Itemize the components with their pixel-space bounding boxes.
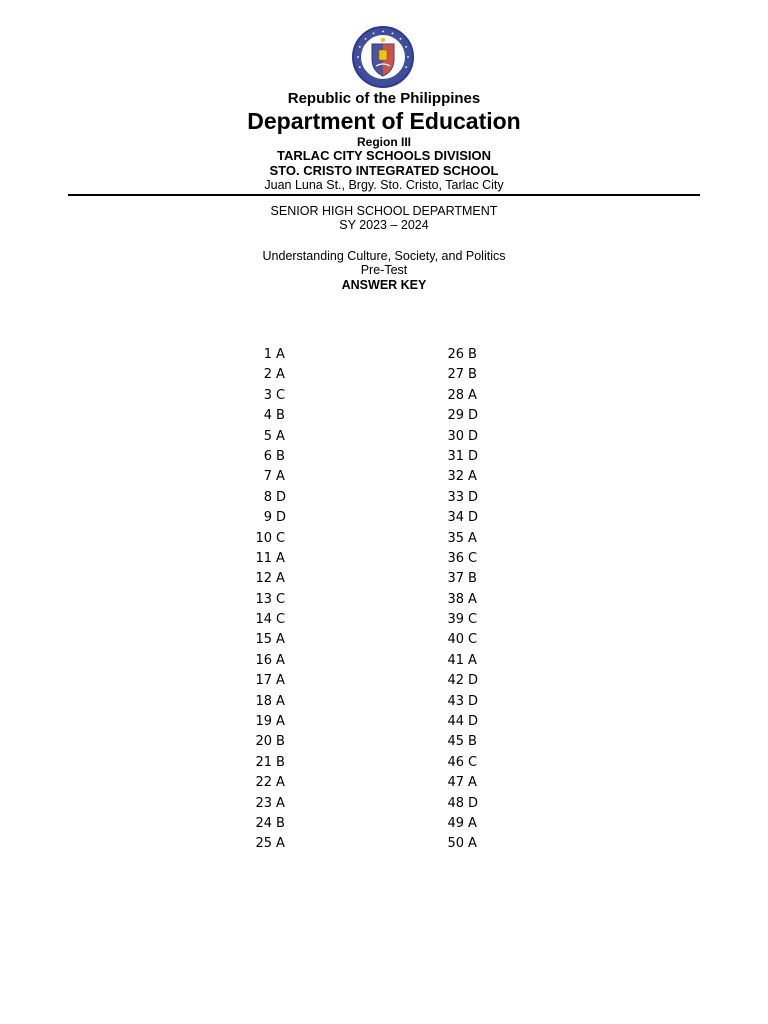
answer-row (240, 467, 286, 487)
answer-row (432, 834, 478, 854)
answer-column-right (432, 345, 478, 855)
question-number: 38 (447, 591, 464, 607)
answer-letter: A (468, 652, 477, 668)
answer-column-left (240, 345, 286, 855)
answer-row (240, 386, 286, 406)
question-number: 29 (447, 408, 464, 424)
answer-letter: A (276, 367, 285, 383)
question-number: 30 (447, 428, 464, 444)
answer-row (240, 345, 286, 365)
answer-letter: D (468, 448, 479, 464)
school-name: STO. CRISTO INTEGRATED SCHOOL (269, 163, 499, 178)
shs-department-label: SENIOR HIGH SCHOOL DEPARTMENT (270, 204, 498, 218)
question-number: 21 (255, 754, 272, 770)
question-number: 22 (255, 775, 272, 791)
question-number: 37 (447, 571, 464, 587)
question-number: 40 (447, 632, 464, 648)
answer-letter: B (468, 347, 477, 362)
question-number: 48 (447, 795, 464, 811)
answer-row (240, 814, 286, 834)
answer-row (240, 610, 286, 630)
answer-letter: C (468, 550, 478, 566)
answer-letter: D (468, 714, 479, 730)
division-label: TARLAC CITY SCHOOLS DIVISION (276, 148, 492, 163)
answer-letter: A (468, 469, 477, 485)
question-number: 18 (255, 693, 272, 709)
question-number: 36 (447, 550, 464, 566)
question-number: 4 (263, 408, 272, 424)
answer-row (432, 773, 478, 793)
question-number: 47 (447, 775, 464, 791)
answer-letter: A (468, 815, 477, 831)
answer-letter: A (468, 591, 477, 607)
question-number: 19 (255, 714, 272, 730)
test-type: Pre-Test (360, 263, 408, 277)
question-number: 11 (255, 550, 272, 566)
question-number: 16 (255, 652, 272, 668)
answer-letter: C (468, 612, 478, 628)
answer-row (240, 427, 286, 447)
answer-letter: C (276, 530, 286, 546)
question-number: 35 (447, 530, 464, 546)
answer-letter: B (276, 734, 285, 750)
answer-row (432, 651, 478, 671)
answer-row (240, 794, 286, 814)
school-address: Juan Luna St., Brgy. Sto. Cristo, Tarlac City (264, 178, 504, 192)
answer-letter: D (468, 428, 479, 444)
question-number: 25 (255, 836, 272, 852)
answer-row (432, 753, 478, 773)
question-number: 50 (447, 836, 464, 852)
answer-row (432, 671, 478, 691)
region-label: Region III (357, 135, 411, 149)
answer-letter: A (276, 673, 285, 689)
question-number: 49 (447, 815, 464, 831)
question-number: 46 (447, 754, 464, 770)
answer-row (432, 590, 478, 610)
answer-row (432, 610, 478, 630)
answer-letter: D (468, 408, 479, 424)
answer-row (432, 529, 478, 549)
answer-row (432, 386, 478, 406)
answer-row (432, 406, 478, 426)
answer-row (240, 732, 286, 752)
question-number: 7 (263, 469, 272, 485)
answer-key-title: ANSWER KEY (341, 278, 427, 292)
question-number: 1 (263, 347, 272, 362)
answer-row (432, 447, 478, 467)
answer-row (240, 692, 286, 712)
answer-letter: A (276, 836, 285, 852)
answer-letter: A (276, 714, 285, 730)
answer-letter: D (468, 693, 479, 709)
question-number: 32 (447, 469, 464, 485)
answer-letter: C (276, 387, 286, 403)
answer-row (240, 365, 286, 385)
question-number: 17 (255, 673, 272, 689)
republic-heading: Republic of the Philippines (287, 90, 481, 107)
answer-row (240, 549, 286, 569)
question-number: 12 (255, 571, 272, 587)
question-number: 24 (255, 815, 272, 831)
answer-row (240, 529, 286, 549)
question-number: 44 (447, 714, 464, 730)
answer-row (240, 671, 286, 691)
header-divider (68, 194, 700, 196)
answer-row (240, 508, 286, 528)
question-number: 26 (447, 347, 464, 362)
question-number: 31 (447, 448, 464, 464)
answer-row (432, 630, 478, 650)
answer-letter: A (276, 550, 285, 566)
answer-row (432, 794, 478, 814)
answer-letter: C (276, 612, 286, 628)
question-number: 41 (447, 652, 464, 668)
question-number: 9 (263, 510, 272, 526)
answer-letter: D (276, 510, 287, 526)
answer-row (240, 488, 286, 508)
answer-row (240, 834, 286, 854)
answer-row (240, 590, 286, 610)
answer-letter: A (276, 571, 285, 587)
answer-row (240, 773, 286, 793)
answer-letter: C (276, 591, 286, 607)
answer-row (432, 365, 478, 385)
answer-letter: D (276, 489, 287, 505)
answer-letter: D (468, 489, 479, 505)
answer-letter: C (468, 754, 478, 770)
answer-letter: A (468, 387, 477, 403)
department-title: Department of Education (247, 108, 521, 134)
answer-letter: A (276, 428, 285, 444)
question-number: 28 (447, 387, 464, 403)
school-year: SY 2023 – 2024 (339, 218, 429, 232)
answer-letter: A (276, 347, 285, 362)
answer-row (432, 692, 478, 712)
question-number: 45 (447, 734, 464, 750)
question-number: 39 (447, 612, 464, 628)
answer-row (240, 753, 286, 773)
answer-row (432, 427, 478, 447)
question-number: 13 (255, 591, 272, 607)
answer-letter: D (468, 510, 479, 526)
question-number: 3 (263, 387, 272, 403)
answer-letter: B (468, 571, 477, 587)
question-number: 2 (263, 367, 272, 383)
question-number: 42 (447, 673, 464, 689)
answer-row (432, 345, 478, 365)
answer-row (432, 467, 478, 487)
answer-letter: A (276, 693, 285, 709)
answer-letter: A (276, 632, 285, 648)
answer-letter: C (468, 632, 478, 648)
answer-letter: B (468, 367, 477, 383)
answer-row (240, 651, 286, 671)
question-number: 10 (255, 530, 272, 546)
question-number: 15 (255, 632, 272, 648)
answer-letter: A (276, 795, 285, 811)
answer-letter: A (276, 775, 285, 791)
answer-row (432, 549, 478, 569)
question-number: 27 (447, 367, 464, 383)
answer-row (432, 569, 478, 589)
answer-row (432, 712, 478, 732)
answer-letter: B (276, 754, 285, 770)
answer-letter: B (468, 734, 477, 750)
answer-letter: A (468, 775, 477, 791)
answer-letter: B (276, 448, 285, 464)
answer-row (432, 732, 478, 752)
subject-title: Understanding Culture, Society, and Politics (262, 249, 506, 263)
answer-row (240, 712, 286, 732)
question-number: 23 (255, 795, 272, 811)
deped-seal-logo (352, 26, 414, 88)
question-number: 34 (447, 510, 464, 526)
answer-letter: D (468, 795, 479, 811)
answer-row (432, 508, 478, 528)
answer-row (240, 447, 286, 467)
question-number: 14 (255, 612, 272, 628)
question-number: 20 (255, 734, 272, 750)
question-number: 43 (447, 693, 464, 709)
answer-row (240, 630, 286, 650)
answer-letter: A (468, 530, 477, 546)
answer-row (432, 488, 478, 508)
question-number: 6 (263, 448, 272, 464)
answer-row (432, 814, 478, 834)
answer-row (240, 406, 286, 426)
answer-letter: D (468, 673, 479, 689)
answer-row (240, 569, 286, 589)
question-number: 5 (263, 428, 272, 444)
answer-letter: A (276, 469, 285, 485)
question-number: 8 (263, 489, 272, 505)
question-number: 33 (447, 489, 464, 505)
answer-letter: A (468, 836, 477, 852)
answer-letter: A (276, 652, 285, 668)
answer-letter: B (276, 408, 285, 424)
answer-letter: B (276, 815, 285, 831)
